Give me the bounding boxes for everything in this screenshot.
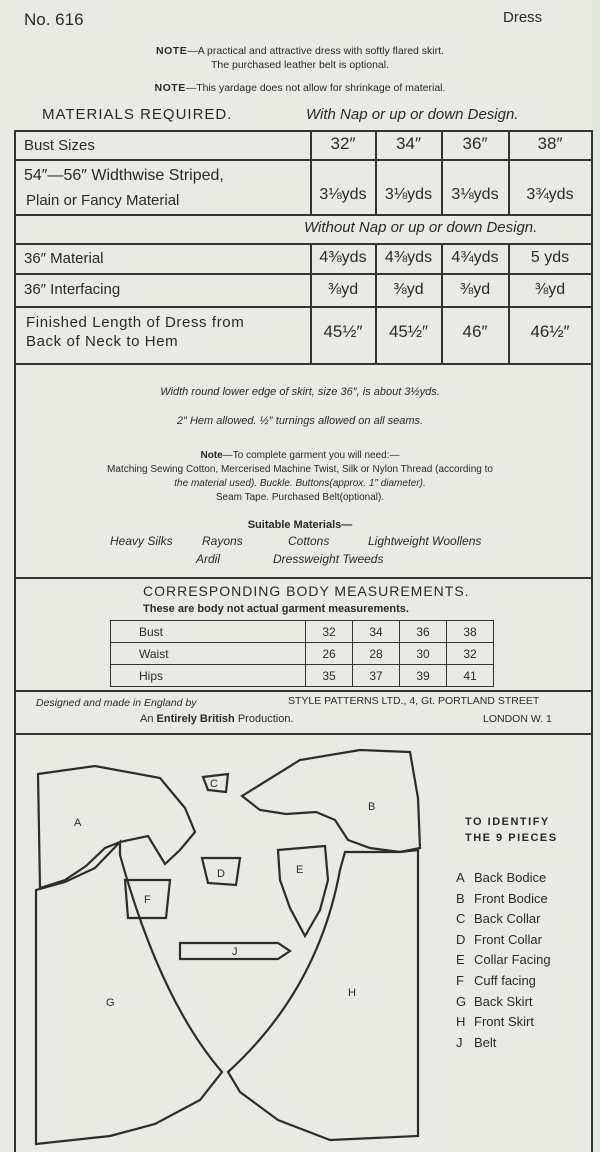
note-shrinkage bbox=[0, 82, 600, 94]
piece-letter: B bbox=[368, 801, 376, 813]
grid-line bbox=[14, 273, 592, 275]
measurement-value: 41 bbox=[447, 665, 494, 687]
piece-name: Belt bbox=[474, 1034, 497, 1050]
bust-size: 34″ bbox=[396, 134, 421, 153]
measurement-value: 38 bbox=[447, 621, 494, 643]
note-text: —To complete garment you will need:— bbox=[222, 450, 400, 461]
with-nap-heading: With Nap or up or down Design. bbox=[306, 106, 519, 123]
measurement-label: Bust bbox=[111, 621, 306, 643]
interfacing-value: ⅜yd bbox=[327, 281, 359, 298]
skirt-width-note: Width round lower edge of skirt, size 36″, is about 3½yds. bbox=[160, 386, 440, 398]
border-right bbox=[591, 130, 593, 1152]
note-line: the material used). Buckle. Buttons(approx. 1″ diameter). bbox=[174, 478, 426, 489]
grid-line bbox=[14, 363, 592, 365]
piece-front-skirt bbox=[228, 850, 418, 1140]
note-label: NOTE bbox=[154, 82, 186, 94]
pieces-title-2: THE 9 PIECES bbox=[465, 832, 558, 844]
piece-collar-facing bbox=[278, 846, 328, 936]
interfacing-value: ⅜yd bbox=[459, 281, 491, 298]
piece-name: Collar Facing bbox=[474, 952, 551, 968]
grid-line bbox=[14, 214, 592, 216]
finished-length-value: 46″ bbox=[462, 322, 488, 341]
finished-length-label-2: Back of Neck to Hem bbox=[26, 333, 179, 350]
striped-value: 3¾yds bbox=[526, 186, 574, 203]
note-label: NOTE bbox=[156, 45, 188, 57]
finished-length-label: Finished Length of Dress from bbox=[26, 314, 245, 331]
british-production bbox=[140, 713, 294, 725]
striped-value: 3⅛yds bbox=[451, 186, 499, 203]
suitable-material: Ardil bbox=[196, 552, 221, 566]
list-item bbox=[456, 971, 551, 992]
production-prefix: An bbox=[140, 713, 154, 725]
list-item bbox=[456, 992, 551, 1013]
list-item bbox=[456, 1033, 551, 1054]
bust-sizes-label: Bust Sizes bbox=[24, 137, 95, 154]
pattern-number: No. 616 bbox=[24, 10, 84, 29]
material-36-label: 36″ Material bbox=[24, 250, 104, 267]
designed-by: Designed and made in England by bbox=[36, 697, 197, 709]
finished-length-value: 45½″ bbox=[323, 322, 363, 341]
section-divider bbox=[14, 733, 592, 735]
suitable-material: Dressweight Tweeds bbox=[273, 552, 384, 566]
note-text-line2: The purchased leather belt is optional. bbox=[210, 59, 390, 71]
list-item bbox=[456, 909, 551, 930]
interfacing-value: ⅜yd bbox=[534, 281, 566, 298]
suitable-material: Rayons bbox=[202, 534, 243, 548]
piece-letter: F bbox=[144, 894, 151, 906]
measurement-value: 37 bbox=[353, 665, 400, 687]
list-item bbox=[456, 1012, 551, 1033]
piece-letter: H bbox=[348, 987, 356, 999]
section-divider bbox=[14, 690, 592, 692]
piece-name: Back Skirt bbox=[474, 993, 533, 1009]
body-measurements-subtitle: These are body not actual garment measurements. bbox=[143, 603, 409, 615]
grid-line bbox=[14, 159, 592, 161]
suitable-material: Lightweight Woollens bbox=[368, 534, 482, 548]
piece-name: Front Bodice bbox=[474, 890, 548, 906]
striped-material-label-2: Plain or Fancy Material bbox=[26, 192, 180, 209]
measurement-value: 34 bbox=[353, 621, 400, 643]
note-line: Seam Tape. Purchased Belt(optional). bbox=[215, 492, 385, 503]
measurement-value: 35 bbox=[306, 665, 353, 687]
measurement-value: 32 bbox=[306, 621, 353, 643]
measurement-value: 36 bbox=[400, 621, 447, 643]
finished-length-value: 46½″ bbox=[530, 322, 570, 341]
piece-letter: A bbox=[456, 870, 465, 885]
suitable-material: Cottons bbox=[288, 534, 330, 548]
list-item bbox=[456, 930, 551, 951]
piece-name: Front Collar bbox=[474, 931, 542, 947]
piece-name: Front Skirt bbox=[474, 1014, 534, 1030]
piece-letter: E bbox=[296, 864, 304, 876]
piece-letter: C bbox=[210, 778, 218, 790]
pieces-title: TO IDENTIFY bbox=[465, 816, 550, 828]
striped-value: 3⅛yds bbox=[384, 186, 433, 203]
section-divider bbox=[14, 577, 592, 579]
piece-letter: B bbox=[456, 890, 465, 906]
piece-letter: G bbox=[456, 993, 467, 1009]
body-measurements-title: CORRESPONDING BODY MEASUREMENTS. bbox=[143, 583, 470, 599]
grid-line bbox=[14, 130, 592, 132]
piece-letter: G bbox=[106, 997, 115, 1009]
material-36-value: 5 yds bbox=[530, 249, 570, 266]
piece-letter: D bbox=[456, 931, 466, 947]
material-36-value: 4¾yds bbox=[451, 249, 499, 266]
table-row bbox=[111, 643, 494, 665]
piece-name: Cuff facing bbox=[474, 972, 536, 988]
bust-size: 38″ bbox=[537, 134, 563, 153]
note-label: Note bbox=[200, 450, 223, 461]
pattern-category: Dress bbox=[503, 9, 543, 26]
piece-back-skirt bbox=[36, 842, 222, 1144]
complete-garment-note bbox=[0, 449, 600, 505]
note-description bbox=[0, 44, 600, 72]
piece-front-bodice bbox=[242, 750, 420, 852]
material-36-value: 4⅜yds bbox=[384, 249, 433, 266]
finished-length-value: 45½″ bbox=[388, 322, 429, 341]
measurement-value: 39 bbox=[400, 665, 447, 687]
company-address: STYLE PATTERNS LTD., 4, Gt. PORTLAND STREET bbox=[288, 695, 540, 707]
table-row bbox=[111, 665, 494, 687]
piece-letter: J bbox=[456, 1034, 463, 1050]
piece-name: Back Bodice bbox=[474, 870, 547, 885]
measurement-value: 32 bbox=[447, 643, 494, 665]
grid-line bbox=[14, 243, 592, 245]
suitable-materials-title: Suitable Materials— bbox=[247, 519, 353, 531]
note-text: —This yardage does not allow for shrinkage of material. bbox=[185, 82, 446, 94]
piece-letter: H bbox=[456, 1014, 466, 1030]
measurement-value: 26 bbox=[306, 643, 353, 665]
measurement-label: Hips bbox=[111, 665, 306, 687]
list-item bbox=[456, 950, 551, 971]
hem-note: 2″ Hem allowed. ½″ turnings allowed on all seams. bbox=[176, 415, 424, 427]
striped-material-label: 54″—56″ Widthwise Striped, bbox=[24, 167, 224, 184]
piece-letter: A bbox=[74, 817, 82, 829]
measurement-value: 30 bbox=[400, 643, 447, 665]
pattern-pieces-diagram bbox=[0, 740, 440, 1152]
piece-letter: D bbox=[217, 868, 225, 880]
list-item bbox=[456, 889, 551, 910]
interfacing-label: 36″ Interfacing bbox=[24, 281, 121, 298]
company-city: LONDON W. 1 bbox=[483, 713, 552, 725]
body-measurements-table bbox=[110, 620, 494, 687]
pieces-list bbox=[456, 868, 551, 1053]
without-nap-heading: Without Nap or up or down Design. bbox=[304, 219, 538, 236]
piece-letter: E bbox=[456, 952, 465, 968]
production-bold: Entirely British bbox=[156, 713, 235, 725]
measurement-label: Waist bbox=[111, 643, 306, 665]
bust-size: 36″ bbox=[462, 134, 488, 153]
piece-back-bodice bbox=[38, 766, 195, 888]
note-text: —A practical and attractive dress with softly flared skirt. bbox=[187, 45, 444, 57]
measurement-value: 28 bbox=[353, 643, 400, 665]
suitable-material: Heavy Silks bbox=[110, 534, 173, 548]
piece-letter: C bbox=[456, 911, 466, 927]
piece-name: Back Collar bbox=[474, 911, 541, 927]
grid-line bbox=[14, 306, 592, 308]
materials-title: MATERIALS REQUIRED. bbox=[42, 106, 233, 123]
piece-letter: F bbox=[456, 972, 464, 988]
bust-size: 32″ bbox=[330, 134, 356, 153]
note-line: Matching Sewing Cotton, Mercerised Machine Twist, Silk or Nylon Thread (according to bbox=[107, 464, 493, 475]
list-item bbox=[456, 868, 551, 889]
piece-letter: J bbox=[232, 946, 238, 958]
interfacing-value: ⅜yd bbox=[393, 281, 424, 298]
table-row bbox=[111, 621, 494, 643]
production-suffix: Production. bbox=[237, 713, 294, 725]
striped-value: 3⅛yds bbox=[319, 186, 367, 203]
material-36-value: 4⅜yds bbox=[319, 249, 367, 266]
